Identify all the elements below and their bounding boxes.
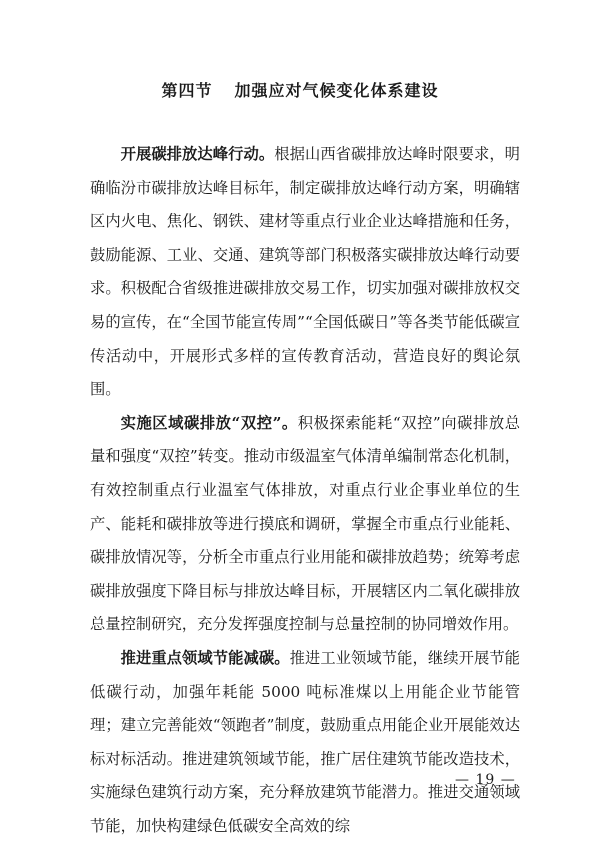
section-number: 第四节: [161, 81, 213, 100]
paragraph-energy-saving: [90, 642, 520, 844]
paragraph-body: 积极探索能耗“双控”向碳排放总量和强度“双控”转变。推动市级温室气体清单编制常态化机制，有效控制重点行业温室气体排放，对重点行业企事业单位的生产、能耗和碳排放等进行摸底和调研，掌握全市重点行业能耗、碳排放情况等，分析全市重点行业用能和碳排放趋势；统筹考虑碳排放强度下降目标与排放达峰目标，开展辖区内二氧化碳排放总量控制研究，充分发挥强度控制与总量控制的协同增效作用。: [90, 413, 520, 634]
section-heading: [0, 78, 600, 101]
page-number: — 19 —: [455, 772, 516, 788]
paragraph-lead: 实施区域碳排放“双控”。: [120, 413, 298, 432]
paragraph-carbon-peak: [90, 138, 520, 407]
paragraph-lead: 开展碳排放达峰行动。: [120, 145, 275, 163]
section-title-text: 加强应对气候变化体系建设: [234, 81, 439, 100]
paragraph-body: 推进工业领域节能，继续开展节能低碳行动，加强年耗能 5000 吨标准煤以上用能企业节能管理；建立完善能效“领跑者”制度，鼓励重点用能企业开展能效达标对标活动。推进建筑领域节能，推广居住建筑节能改造技术，实施绿色建筑行动方案，充分释放建筑节能潜力。推进交通领域节能，加快构建绿色低碳安全高效的综: [90, 648, 520, 835]
paragraph-lead: 推进重点领域节能减碳。: [120, 648, 290, 667]
paragraph-body: 根据山西省碳排放达峰时限要求，明确临汾市碳排放达峰目标年，制定碳排放达峰行动方案，明确辖区内火电、焦化、钢铁、建材等重点行业企业达峰措施和任务，鼓励能源、工业、交通、建筑等部门积极落实碳排放达峰行动要求。积极配合省级推进碳排放交易工作，切实加强对碳排放权交易的宣传，在“全国节能宣传周”“全国低碳日”等各类节能低碳宣传活动中，开展形式多样的宣传教育活动，营造良好的舆论氛围。: [90, 145, 520, 399]
paragraph-dual-control: [90, 407, 520, 642]
body-text: [90, 138, 520, 843]
